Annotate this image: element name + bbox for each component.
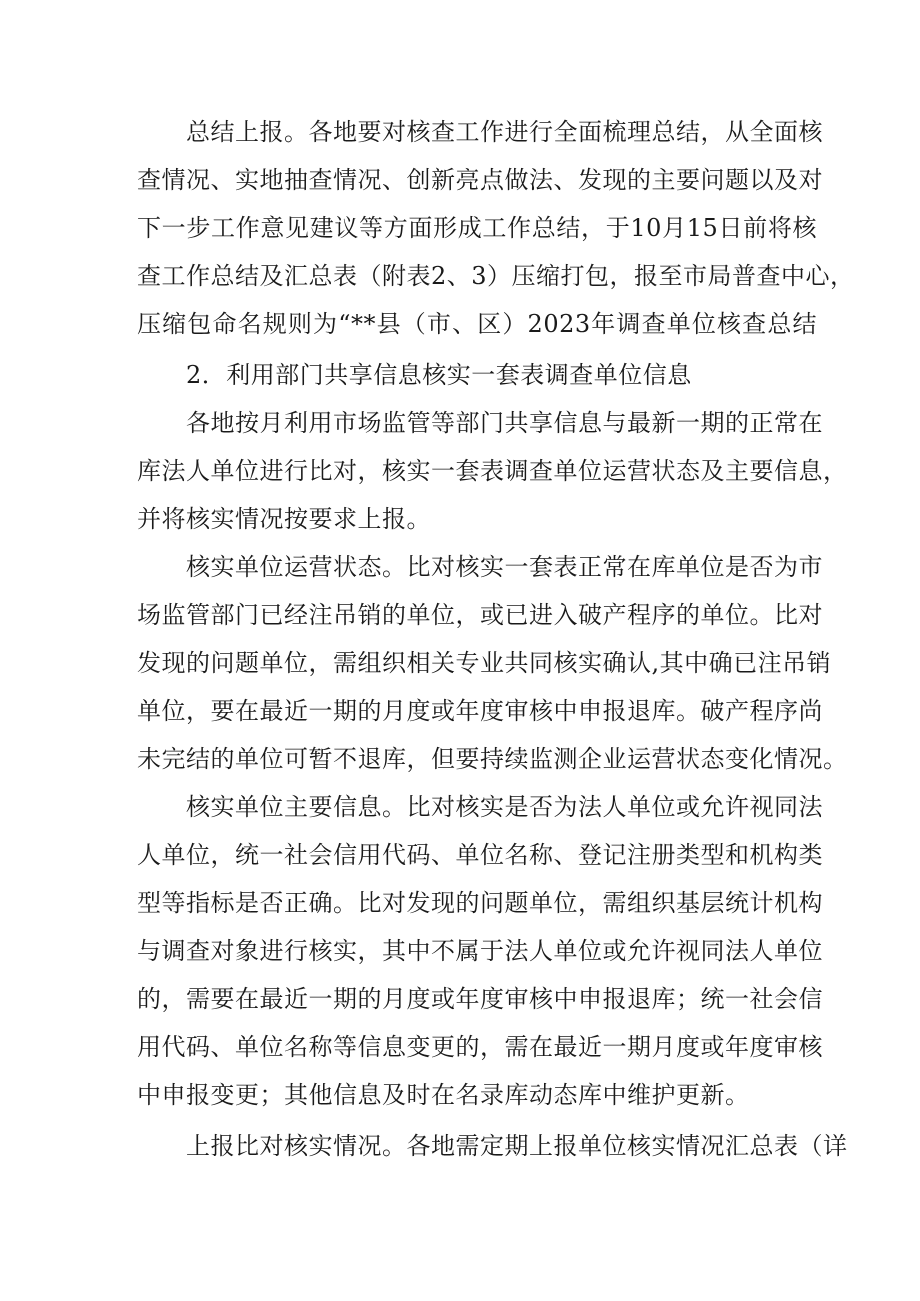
paragraph-line: 核实单位主要信息。比对核实是否为法人单位或允许视同法 bbox=[186, 793, 823, 821]
paragraph-line: 型等指标是否正确。比对发现的问题单位，需组织基层统计机构 bbox=[137, 889, 823, 917]
paragraph-line: 场监管部门已经注吊销的单位，或已进入破产程序的单位。比对 bbox=[137, 601, 823, 629]
paragraph-line: 库法人单位进行比对，核实一套表调查单位运营状态及主要信息， bbox=[137, 457, 848, 485]
paragraph-line: 单位，要在最近一期的月度或年度审核中申报退库。破产程序尚 bbox=[137, 697, 823, 725]
paragraph-line: 各地按月利用市场监管等部门共享信息与最新一期的正常在 bbox=[186, 409, 823, 437]
paragraph-line: 总结上报。各地要对核查工作进行全面梳理总结，从全面核 bbox=[186, 118, 823, 146]
paragraph-line: 的，需要在最近一期的月度或年度审核中申报退库；统一社会信 bbox=[137, 985, 823, 1013]
paragraph-line: 中申报变更；其他信息及时在名录库动态库中维护更新。 bbox=[137, 1081, 750, 1109]
paragraph-line: 未完结的单位可暂不退库，但要持续监测企业运营状态变化情况。 bbox=[137, 745, 848, 773]
paragraph-line: 核实单位运营状态。比对核实一套表正常在库单位是否为市 bbox=[186, 553, 823, 581]
paragraph-line: 人单位，统一社会信用代码、单位名称、登记注册类型和机构类 bbox=[137, 841, 823, 869]
section-heading: 2．利用部门共享信息核实一套表调查单位信息 bbox=[186, 361, 692, 389]
paragraph-line: 用代码、单位名称等信息变更的，需在最近一期月度或年度审核 bbox=[137, 1033, 823, 1061]
paragraph-line: 下一步工作意见建议等方面形成工作总结，于10月15日前将核 bbox=[137, 214, 817, 242]
paragraph-line: 并将核实情况按要求上报。 bbox=[137, 505, 431, 533]
paragraph-line: 查情况、实地抽查情况、创新亮点做法、发现的主要问题以及对 bbox=[137, 166, 823, 194]
paragraph-line: 发现的问题单位，需组织相关专业共同核实确认,其中确已注吊销 bbox=[137, 649, 832, 677]
paragraph-line: 与调查对象进行核实，其中不属于法人单位或允许视同法人单位 bbox=[137, 937, 823, 965]
paragraph-line: 查工作总结及汇总表（附表2、3）压缩打包，报至市局普查中心， bbox=[137, 262, 855, 290]
paragraph-line: 上报比对核实情况。各地需定期上报单位核实情况汇总表（详 bbox=[186, 1132, 848, 1160]
paragraph-line: 压缩包命名规则为“**县（市、区）2023年调查单位核查总结 bbox=[137, 310, 817, 338]
